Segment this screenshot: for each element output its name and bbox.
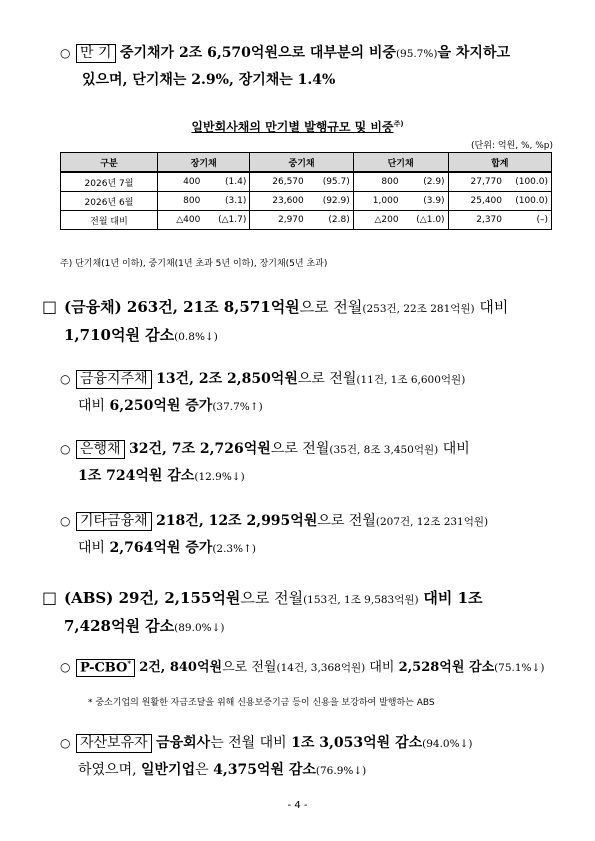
row-label: 2026년 7월 (61, 172, 158, 192)
table-title-text: 일반회사채의 만기별 발행규모 및 비중 (191, 120, 394, 134)
cell-share: (3.1) (203, 192, 250, 211)
text: 은 (195, 762, 214, 778)
percent: (0.8%↓) (174, 331, 218, 343)
text: (14건, 3,368억원) (276, 662, 366, 674)
cell-share: (92.9) (307, 192, 354, 211)
text: 대비 (479, 298, 509, 316)
cell-share: (3.9) (402, 192, 449, 211)
text: 는 전월 대비 (210, 735, 292, 751)
item-bank-bonds (60, 436, 560, 490)
label-bank: 은행채 (76, 440, 125, 459)
text: (금융채) 263건, 21조 8,571억원 (64, 298, 300, 316)
table-row (61, 192, 552, 211)
cell-value: 27,770 (448, 172, 505, 192)
cell-share: (2.8) (307, 211, 354, 230)
text: 으로 전월 (240, 589, 304, 607)
text: 을 차지하고 (437, 45, 510, 61)
percent: (2.3%↑) (212, 543, 256, 555)
cell-share: (–) (505, 211, 552, 230)
table-title-note: 주) (393, 120, 404, 128)
text: 13건, 2조 2,850억원 (156, 371, 298, 387)
text: 대비 (442, 441, 470, 457)
cell-value: △200 (353, 211, 401, 230)
amount: 2조 6,570억원 (178, 45, 278, 61)
label-asset-holders: 자산보유자 (76, 734, 152, 753)
bullet-circle-icon: ○ (60, 442, 71, 456)
label-maturity: 만 기 (76, 44, 116, 63)
text: 32건, 7조 2,726억원 (129, 441, 271, 457)
bullet-square-icon: □ (42, 588, 58, 607)
header-total: 합계 (448, 153, 551, 173)
item-holding-bonds (60, 366, 560, 420)
text: 금융회사 (156, 735, 211, 751)
header-mid-term: 중기채 (250, 153, 353, 173)
text: 일반기업 (141, 762, 196, 778)
page-number: - 4 - (287, 800, 308, 811)
amount: 1조 724억원 감소 (78, 468, 195, 484)
cell-value: 2,370 (448, 211, 505, 230)
header-long-term: 장기채 (158, 153, 250, 173)
percent: (12.9%↓) (194, 471, 245, 483)
header-short-term: 단기채 (353, 153, 448, 173)
cell-share: (2.9) (402, 172, 449, 192)
header-category: 구분 (61, 153, 158, 173)
amount: 6,250억원 증가 (109, 398, 213, 414)
item-asset-holders (60, 730, 560, 784)
cell-share: (△1.7) (203, 211, 250, 230)
maturity-table (60, 152, 552, 230)
label-pcbo-text: P-CBO (80, 660, 128, 675)
row-label: 전월 대비 (61, 211, 158, 230)
label-other: 기타금융채 (76, 512, 152, 531)
text: 으로 전월 (222, 660, 277, 675)
label-pcbo (76, 659, 135, 677)
cell-value: 400 (158, 172, 204, 192)
amount: 4,375억원 감소 (213, 762, 316, 778)
text: 대비 (78, 540, 110, 556)
text: 대부분의 비중 (309, 45, 396, 61)
percent: (89.0%↓) (174, 622, 225, 634)
text: 으로 전월 (297, 371, 357, 387)
percent: (76.9%↓) (315, 765, 367, 777)
text: 대비 (78, 398, 110, 414)
cell-share: (△1.0) (402, 211, 449, 230)
text: 2건, 840억원 (139, 660, 223, 675)
cell-share: (1.4) (203, 172, 250, 192)
amount: 1,710억원 감소 (64, 326, 175, 344)
cell-value: 800 (353, 172, 401, 192)
text: (11건, 1조 6,600억원) (356, 374, 466, 386)
text: 대비 1조 (423, 589, 483, 607)
amount: 2,528억원 감소 (398, 660, 495, 675)
cell-value: 1,000 (353, 192, 401, 211)
table-unit: (단위: 억원, %, %p) (471, 141, 553, 151)
section-abs (42, 585, 560, 641)
text: (35건, 8조 3,450억원) (329, 444, 439, 456)
text: 으로 전월 (270, 441, 330, 457)
amount: 2,764억원 증가 (109, 540, 213, 556)
cell-value: 23,600 (250, 192, 307, 211)
cell-share: (100.0) (505, 192, 552, 211)
bullet-circle-icon: ○ (60, 660, 71, 674)
item-other-bonds (60, 508, 560, 562)
text: 218건, 12조 2,995억원 (156, 513, 318, 529)
text: (253건, 22조 281억원) (362, 303, 475, 315)
text: (207건, 12조 231억원) (375, 516, 489, 528)
cell-value: 2,970 (250, 211, 307, 230)
text: (ABS) 29건, 2,155억원 (64, 589, 241, 607)
text: (153건, 1조 9,583억원) (303, 594, 419, 606)
percent: (94.0%↓) (422, 738, 473, 750)
text: 중기채가 (119, 45, 179, 61)
text: 하였으며, (78, 762, 141, 778)
label-pcbo-sup: * (127, 658, 132, 668)
table-row (61, 211, 552, 230)
intro-paragraph (60, 40, 560, 93)
cell-value: 800 (158, 192, 204, 211)
pcbo-note: * 중소기업의 원활한 자금조달을 위해 신용보증기금 등이 신용을 보강하여 발행하는 ABS (88, 698, 435, 708)
text: 으로 전월 (299, 298, 363, 316)
cell-share: (100.0) (505, 172, 552, 192)
bullet-circle-icon: ○ (60, 514, 71, 528)
label-holding: 금융지주채 (76, 370, 152, 389)
row-label: 2026년 6월 (61, 192, 158, 211)
text: 으로 전월 (317, 513, 376, 529)
text: 있으며, 단기채는 2.9%, 장기채는 1.4% (82, 72, 336, 88)
percent: (95.7%) (395, 48, 438, 60)
cell-value: 26,570 (250, 172, 307, 192)
section-finance-bonds (42, 294, 560, 350)
table-row (61, 172, 552, 192)
bullet-circle-icon: ○ (60, 46, 71, 60)
item-pcbo (60, 654, 560, 681)
table-footnote: 주) 단기채(1년 이하), 중기채(1년 초과 5년 이하), 장기채(5년 초과) (60, 259, 328, 269)
cell-value: 25,400 (448, 192, 505, 211)
bullet-circle-icon: ○ (60, 372, 71, 386)
amount: 7,428억원 감소 (64, 617, 175, 635)
amount: 1조 3,053억원 감소 (291, 735, 423, 751)
percent: (75.1%↓) (494, 662, 545, 674)
table-title (0, 118, 595, 135)
bullet-square-icon: □ (42, 297, 58, 316)
bullet-circle-icon: ○ (60, 736, 71, 750)
cell-value: △400 (158, 211, 204, 230)
text: 으로 (277, 45, 310, 61)
text: 대비 (369, 660, 399, 675)
cell-share: (95.7) (307, 172, 354, 192)
percent: (37.7%↑) (212, 401, 263, 413)
